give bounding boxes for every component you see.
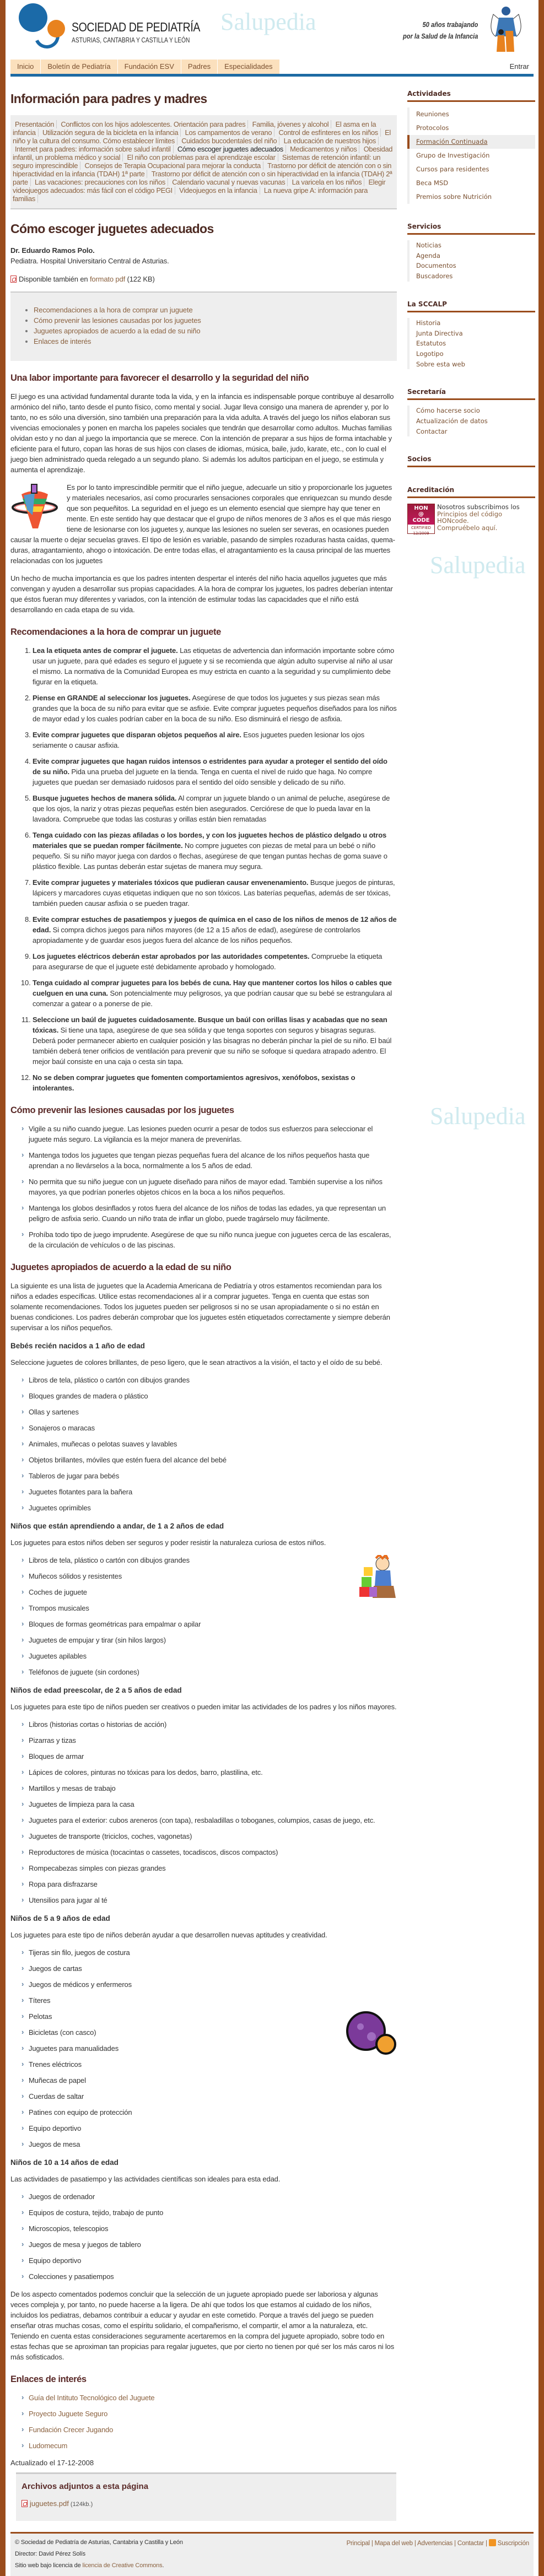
pdf-size: (122 KB) xyxy=(125,275,155,283)
nav-item[interactable]: Especialidades xyxy=(218,60,279,74)
footer-link[interactable]: Mapa del web xyxy=(374,2540,413,2547)
intro-paragraph: Un hecho de mucha importancia es que los padres intenten despertar el interés del niño hacia aquellos juguetes que más convengan y ayuden a desarrollar sus propias capacidades. A la hora de comprar los juguetes, los padres deberían intentar que éstos fueran muy diferentes y variados, con la intención de estimular todas las capacidades que el niño está desarrollando en cada etapa de su vida. xyxy=(10,574,393,614)
recommendation-item xyxy=(33,914,397,946)
recommendation-text: No compre juguetes con piezas de metal para un bebé o niño pequeño. Si su niño mayor juega con dardos o flechas, asegúrese de que tengan puntas hechas de goma suave o plástico flexible. Las puntas deberán estar sujetas de manera muy segura. xyxy=(33,841,387,871)
conclusion-paragraph: De los aspecto comentados podemos concluir que la selección de un juguete apropiado puede ser laboriosa y algunas veces compleja y, por tanto, no puede hacerse a la ligera. De ahí que todos los que estamos al cuidado de los niños, incluidos los pediatras, debamos contribuir a educar y ayudar en este cometido. Porque a través del juego se pueden enseñar otras muchas cosas, como el espíritu solidario, el compañerismo, el compartir, el amor a la naturaleza, etc. Teniendo en cuenta estas consideraciones seguramente acertaremos en la compra del juguete apropiado, sobre todo en estas fechas que se aproximan tan propicias para regalar juguetes, que por cierto no tienen por qué ser los más caros ni los más sofisticados. xyxy=(10,2290,395,2361)
recommendation-item xyxy=(33,830,397,872)
toc-item xyxy=(34,305,397,315)
topic-link[interactable]: La educación de nuestros hijos xyxy=(282,137,379,145)
sidebar-menu xyxy=(407,240,535,282)
toy-item: › Equipos de costura, tejido, trabajo de punto xyxy=(29,2207,397,2218)
toy-item: › Juguetes para el exterior: cubos areneros (con tapa), resbaladillas o toboganes, columpios, casas de juego, etc. xyxy=(29,1815,397,1826)
sidebar-link[interactable]: Cursos para residentes xyxy=(416,165,489,173)
age-group-title: Niños de 10 a 14 años de edad xyxy=(10,2158,119,2167)
subscribe-link[interactable]: Suscripción xyxy=(497,2540,529,2547)
badge-text: @ xyxy=(418,511,424,518)
topic-link[interactable]: Utilización segura de la bicicleta en la infancia xyxy=(40,128,181,137)
recommendation-title: Evite comprar juguetes que disparan objetos pequeños al aire. xyxy=(33,731,241,739)
external-link[interactable]: Ludomecum xyxy=(29,2442,68,2450)
sidebar-link[interactable]: Cómo hacerse socio xyxy=(416,407,480,415)
site-header xyxy=(6,0,538,58)
prevention-item: › Mantenga todos los juguetes que tengan piezas pequeñas fuera del alcance de los niños pequeños hasta que aprendan a no llevárselos a la boca, normalmente a los 5 años de edad. xyxy=(29,1150,397,1171)
sidebar-link[interactable]: Premios sobre Nutrición xyxy=(416,193,492,201)
recommendation-item xyxy=(33,1014,397,1067)
topic-link[interactable]: Trastorno por déficit de atención con o sin hiperactividad en la infancia (TDAH) 1ª parte xyxy=(13,161,392,178)
recommendation-title: Evite comprar juguetes y materiales tóxicos que pudieran causar envenenamiento. xyxy=(33,878,309,887)
topic-link[interactable]: Trastorno por déficit de atención con o sin hiperactividad en la infancia (TDAH) 2ª parte xyxy=(13,170,392,186)
prevention-heading: Cómo prevenir las lesiones causadas por los juguetes xyxy=(10,1105,234,1115)
toc-item xyxy=(34,326,397,336)
toy-item: › Equipo deportivo xyxy=(29,2123,397,2134)
topics-menu xyxy=(10,115,397,209)
pdf-prefix: Disponible también en xyxy=(19,275,90,283)
prevention-item: › Vigile a su niño cuando juegue. Las lesiones pueden ocurrir a pesar de todos sus esfuerzos para seleccionar el juguete más seguro. La vigilancia es la mejor manera de prevenirlas. xyxy=(29,1124,397,1144)
watermark: Salupedia xyxy=(220,8,316,35)
recommendation-text: Las etiquetas de advertencia dan información importante sobre cómo usar un juguete, para qué edades es seguro el juguete y si se recomienda que algún adulto supervise al niño al usar el mismo. La normativa de la Comunidad Europea es muy estricta en cuanto a la seguridad y su cumplimiento debe figurar en la etiqueta. xyxy=(33,646,395,686)
toy-list xyxy=(10,1555,397,1677)
intro-paragraph: El juego es una actividad fundamental durante toda la vida, y en la infancia es indispensable porque contribuye al desarrollo armónico del niño, tanto desde el punto físico, como mental y social. Jugar lleva consigo una manera de aprender y, por lo tanto, no es sólo una diversión, sino también una preparación para la vida adulta. A través del juego los niños elaboran sus vivencias emocionales y ponen en marcha los papeles sociales que tendrán que desarrollar como adultos. Muchas familias olvidan esto y no dan al juego la importancia que se merece. Con la intención de preparar a sus hijos de forma intachable y eficiente para el futuro, copan las horas de sus hijos con clases de idiomas, música, baile, judo, karate, etc., con lo cual el juego bien administrado queda relegado a un segundo plano. Si además los adultos participan en el juego, se estimula y aumenta el aprendizaje. xyxy=(10,392,394,474)
site-logo[interactable] xyxy=(13,3,201,47)
topic-link[interactable]: Obesidad infantil, un problema médico y social xyxy=(13,145,393,161)
recommendation-item xyxy=(33,793,397,824)
sidebar-sections xyxy=(407,77,535,467)
nav-item[interactable]: Padres xyxy=(181,60,217,74)
updated-date: Actualizado el 17-12-2008 xyxy=(10,2459,94,2467)
toy-item: › Trenes eléctricos xyxy=(29,2059,397,2070)
watermark: Salupedia xyxy=(430,552,526,579)
footer-top-row xyxy=(15,2539,529,2551)
topic-link[interactable]: La nueva gripe A: información para familias xyxy=(13,186,368,203)
topic-link[interactable]: Internet para padres: información sobre salud infantil xyxy=(13,145,174,153)
toy-item: › Juegos de mesa y juegos de tablero xyxy=(29,2239,397,2250)
intro-paragraph: Es por lo tanto imprescindible permitir que el niño juegue, adecuarle un sitio y proporcionarle los juguetes y materiales necesarios, así como procurarles sensaciones corporales que enriquezcan su mundo desde que son pequeñitos. La seguridad en el juego es un elemento esencial que siempre hay que tener en mente. En este sentido hay que destacar que el grupo de niños menores de 3 años es el que más riesgo tiene de lesionarse con los juguetes y, aunque las lesiones no suelen ser severas, en ocasiones pueden causar la muerte o dejar secuelas graves. El tipo de lesión es variable, pasando de simples rozaduras hasta caídas, quema-duras, atragantamiento, ahogo o intoxicación. De entre todas ellas, el atragantamiento es la causa principal de las muertes relacionadas con los juguetes xyxy=(10,483,395,565)
recommendation-text: Busque juegos de pinturas, lápicers y marcadores cuyas etiquetas indiquen que no son tóxicos. Las baterías pequeñas, además de ser tóxicas, también pueden causar asfixia o se pueden tragar. xyxy=(33,878,395,908)
toy-item: › Bloques de formas geométricas para empalmar o apilar xyxy=(29,1619,397,1629)
main-nav xyxy=(10,60,280,74)
recommendation-text: Pida una prueba del juguete en la tienda. Tenga en cuenta el nivel de ruido que haga. No compre juguetes que puedan ser demasiado ruidosos para el sentido del oído sensible y delicado de su niño. xyxy=(33,768,373,786)
toy-item: › Animales, muñecas o pelotas suaves y lavables xyxy=(29,1439,397,1449)
sidebar-link[interactable]: Agenda xyxy=(416,251,440,260)
topic-link[interactable]: Medicamentos y niños xyxy=(288,145,359,153)
recommendation-text: Asegúrese de que todos los juguetes y sus piezas sean más grandes que la boca de su niño para evitar que se asfixie. Evite comprar juguetes pequeños diseñados para los niños de mayor edad y los cuales podrían caber en la boca de su niño. Eso disminuirá el riesgo de asfixia. xyxy=(33,694,397,723)
toy-item: › Ropa para disfrazarse xyxy=(29,1879,397,1889)
age-group xyxy=(10,2158,397,2282)
footer-link[interactable]: Contactar xyxy=(457,2540,484,2547)
author-name: Dr. Eduardo Ramos Polo. xyxy=(10,246,95,255)
toy-item: › Juguetes para manualidades xyxy=(29,2043,397,2054)
toy-item: › Libros de tela, plástico o cartón con dibujos grandes xyxy=(29,1555,397,1565)
toy-item: › Juguetes flotantes para la bañera xyxy=(29,1487,397,1497)
login-link[interactable]: Entrar xyxy=(509,62,529,71)
age-intro: La siguiente es una lista de juguetes que la Academia Americana de Pediatría y otros estamentos recomiendan para los niños a edades específicas. Utilice estas recomendaciones al ir a comprar juguetes. Tenga en cuenta que estas son solamente recomendaciones. Todos los juguetes pueden ser peligrosos si no se usan apropiadamente o si no están en buenas condiciones. Los padres deberán comprobar que los juguetes estén etiquetados correctamente y siempre deberán supervisar a los niños pequeños. xyxy=(10,1282,390,1332)
toy-item: › Juegos de cartas xyxy=(29,1963,397,1974)
honcode-text: Nosotros subscribimos los xyxy=(437,503,520,511)
toy-item: › Libros de tela, plástico o cartón con dibujos grandes xyxy=(29,1375,397,1385)
sidebar-link[interactable]: Reuniones xyxy=(416,110,449,118)
recommendation-title: Los juguetes eléctricos deberán estar aprobados por las autoridades competentes. xyxy=(33,952,310,960)
toy-item: › Objetos brillantes, móviles que estén fuera del alcance del bebé xyxy=(29,1455,397,1465)
nav-item[interactable]: Inicio xyxy=(10,60,40,74)
main-content xyxy=(6,77,397,2532)
link-item xyxy=(29,2440,397,2451)
age-group xyxy=(10,1522,397,1677)
sidebar-heading: Servicios xyxy=(407,217,535,235)
recommendations-heading: Recomendaciones a la hora de comprar un juguete xyxy=(10,627,221,637)
sidebar-item[interactable] xyxy=(407,190,535,204)
recommendation-title: No se deben comprar juguetes que fomenten comportamientos agresivos, xenófobos, sexistas o intolerantes. xyxy=(33,1073,356,1092)
honcode-badge-icon[interactable] xyxy=(407,504,435,534)
toy-item: › Muñecas de papel xyxy=(29,2075,397,2086)
badge-text: 12/2009 xyxy=(413,531,429,536)
prevention-item: › No permita que su niño juegue con un juguete diseñado para niños de mayor edad. También supervise a los niños mayores, ya que podrían ponerles objetos chicos en la boca a los niños pequeños. xyxy=(29,1176,397,1197)
recommendation-text: Al comprar un juguete blando o un animal de peluche, asegúrese de que los ojos, la nariz y otras piezas pequeñas estén bien asegurados. Cerciórese de que lo pueda lavar en la lavadora. Compruebe que todas las costuras y orillas están bien rematadas xyxy=(33,794,390,823)
toy-list xyxy=(10,1375,397,1513)
pdf-download xyxy=(10,274,397,284)
age-group-intro: Los juguetes para este tipo de niños deberán ayudar a que desarrollen nuevas aptitudes y creatividad. xyxy=(10,1931,327,1939)
toy-item: › Juguetes apilables xyxy=(29,1651,397,1661)
pdf-icon xyxy=(21,2500,28,2507)
age-group xyxy=(10,1914,397,2150)
toy-item: › Juguetes de limpieza para la casa xyxy=(29,1799,397,1810)
topic-link[interactable]: Consejos de Terapia Ocupacional para mejorar la conducta xyxy=(82,161,263,170)
prevention-list xyxy=(10,1124,397,1250)
toy-item: › Tijeras sin filo, juegos de costura xyxy=(29,1947,397,1958)
attachments-box xyxy=(16,2472,396,2521)
toy-item: › Patines con equipo de protección xyxy=(29,2107,397,2118)
toy-item: › Bicicletas (con casco) xyxy=(29,2027,397,2038)
age-group-intro: Seleccione juguetes de colores brillantes, de peso ligero, que le sean atractivos a la visión, el tacto y el oído de su bebé. xyxy=(10,1358,383,1367)
author-affiliation: Pediatra. Hospital Universitario Central de Asturias. xyxy=(10,257,169,265)
toy-item: › Bloques de armar xyxy=(29,1751,397,1762)
nav-bar xyxy=(10,60,534,77)
toy-list xyxy=(10,2191,397,2282)
age-group-intro: Las actividades de pasatiempo y las actividades científicas son ideales para esta edad. xyxy=(10,2175,281,2183)
sidebar-item[interactable] xyxy=(407,406,535,416)
attachment-link[interactable]: juguetes.pdf xyxy=(30,2499,69,2508)
sidebar-section xyxy=(407,450,535,467)
age-group xyxy=(10,1342,397,1513)
sidebar-link[interactable]: Sobre esta web xyxy=(416,360,465,368)
license xyxy=(15,2562,529,2569)
recommendation-item xyxy=(33,756,397,787)
recommendation-item xyxy=(33,730,397,750)
sidebar-item[interactable] xyxy=(407,271,535,282)
toc-item xyxy=(34,336,397,347)
recommendation-title: Busque juguetes hechos de manera sólida. xyxy=(33,794,177,802)
toy-item: › Muñecos sólidos y resistentes xyxy=(29,1571,397,1581)
prevention-item: › Prohíba todo tipo de juego imprudente. Asegúrese de que su niño nunca juegue con juguetes cerca de las escaleras, de la circulación de vehículos o de las piscinas. xyxy=(29,1229,397,1250)
recommendation-text: Esos juguetes pueden lesionar los ojos seriamente o causar asfixia. xyxy=(33,731,365,749)
sidebar-link[interactable]: Formación Continuada xyxy=(416,138,488,145)
logo-orange-circle xyxy=(47,20,65,37)
spinning-top-illustration xyxy=(10,482,60,531)
sidebar-menu xyxy=(407,107,535,204)
footer-link[interactable]: Advertencias xyxy=(417,2540,453,2547)
recommendation-text: Compruebe la etiqueta para asegurarse de que el juguete esté debidamente aprobado y homologado. xyxy=(33,952,383,971)
badge-text: CODE xyxy=(412,517,430,524)
sidebar-item[interactable] xyxy=(407,149,535,163)
honcode-principles-link[interactable]: Principios del código HONcode. xyxy=(437,510,503,525)
toy-item: › Libros (historias cortas o historias de acción) xyxy=(29,1719,397,1730)
sidebar-link[interactable]: Grupo de Investigación xyxy=(416,152,490,159)
sidebar-link[interactable]: Protocolos xyxy=(416,124,449,132)
sidebar xyxy=(407,77,535,2532)
sidebar-item[interactable] xyxy=(407,107,535,121)
sidebar-section xyxy=(407,217,535,282)
recommendation-title: Evite comprar juguetes que hagan ruidos intensos o estridentes para ayudar a proteger el sentido del oído de su niño. xyxy=(33,757,387,776)
attachments-title: Archivos adjuntos a esta página xyxy=(21,2482,149,2491)
toy-item: › Martillos y mesas de trabajo xyxy=(29,1783,397,1794)
sidebar-heading: Acreditación xyxy=(407,480,535,498)
sidebar-item[interactable] xyxy=(407,135,535,149)
toy-item: › Coches de juguete xyxy=(29,1587,397,1597)
toy-item: › Lápices de colores, pinturas no tóxicas para los dedos, barro, plastilina, etc. xyxy=(29,1767,397,1778)
toy-item: › Microscopios, telescopios xyxy=(29,2223,397,2234)
links-heading: Enlaces de interés xyxy=(10,2374,87,2384)
topic-link[interactable]: Cuidados bucodentales del niño xyxy=(179,137,279,145)
recommendation-item xyxy=(33,951,397,972)
attachment-size: (124kb.) xyxy=(68,2501,93,2508)
recommendation-title: Seleccione un baúl de juguetes cuidadosamente. Busque un baúl con orillas lisas y acabadas que no sean tóxicas. xyxy=(33,1016,387,1034)
recommendation-text: Son potencialmente muy peligrosos, ya que podrían causar que su bebé se estrangulara al comenzar a gatear o a ponerse de pie. xyxy=(33,989,392,1008)
sidebar-item[interactable] xyxy=(407,163,535,176)
director: Director: David Pérez Solís xyxy=(15,2551,85,2557)
nav-item[interactable]: Fundación ESV xyxy=(118,60,181,74)
recommendation-text: Si tiene una tapa, asegúrese de que sea sólida y que tenga soportes con seguros y bisagras seguras. Deberá poder permanecer abierto en cualquier posición y las bisagras no deberán pinchar la piel de su niño. El baúl también deberá tener orificios de ventilación para prevenir que su niño se sofoque si quedara atrapado adentro. El mejor baúl consiste en una caja o cesta sin tapa. xyxy=(33,1026,392,1066)
toy-item: › Juegos de mesa xyxy=(29,2139,397,2150)
toy-item: › Rompecabezas simples con piezas grandes xyxy=(29,1863,397,1873)
nav-item[interactable]: Boletín de Pediatría xyxy=(41,60,117,74)
article-title: Cómo escoger juguetes adecuados xyxy=(10,222,214,236)
sidebar-item[interactable] xyxy=(407,261,535,271)
age-heading: Juguetes apropiados de acuerdo a la edad de su niño xyxy=(10,1262,231,1272)
toy-item: › Bloques grandes de madera o plástico xyxy=(29,1391,397,1401)
sidebar-link[interactable]: Actualización de datos xyxy=(416,417,488,425)
sidebar-link[interactable]: Noticias xyxy=(416,241,441,249)
age-group-title: Niños de edad preescolar, de 2 a 5 años de edad xyxy=(10,1686,182,1694)
topic-link[interactable]: Calendario vacunal y nuevas vacunas xyxy=(170,178,288,186)
sidebar-item[interactable] xyxy=(407,328,535,339)
recommendation-title: Evite comprar estuches de pasatiempos y juegos de química en el caso de los niños de menos de 12 años de edad. xyxy=(33,915,397,934)
recommendation-title: Tenga cuidado con las piezas afiladas o los bordes, y con los juguetes hechos de plástico delgado u otros materiales que se puedan romper fácilmente. xyxy=(33,831,387,850)
site-footer xyxy=(10,2532,534,2576)
footer-link[interactable]: Principal xyxy=(346,2540,370,2547)
topic-link[interactable]: El asma en la infancia xyxy=(13,120,376,137)
tagline-line: 50 años trabajando xyxy=(422,20,478,29)
link-item xyxy=(29,2393,397,2403)
logo-title: SOCIEDAD DE PEDIATRÍA xyxy=(72,20,200,34)
sidebar-item[interactable] xyxy=(407,318,535,328)
topic-link[interactable]: Familia, jóvenes y alcohol xyxy=(250,120,332,128)
toy-item: › Títeres xyxy=(29,1995,397,2006)
age-group-title: Bebés recién nacidos a 1 año de edad xyxy=(10,1342,145,1350)
sidebar-link[interactable]: Logotipo xyxy=(416,349,444,358)
sidebar-item[interactable] xyxy=(407,426,535,437)
rss-icon[interactable] xyxy=(489,2539,496,2546)
toy-item: › Colecciones y pasatiempos xyxy=(29,2271,397,2282)
sidebar-section xyxy=(407,295,535,370)
table-of-contents xyxy=(10,291,397,361)
sidebar-item[interactable] xyxy=(407,359,535,370)
toy-list xyxy=(10,1947,397,2150)
sidebar-link[interactable]: Contactar xyxy=(416,427,448,435)
age-group-title: Niños que están aprendiendo a andar, de 1 a 2 años de edad xyxy=(10,1522,224,1530)
link-item xyxy=(29,2424,397,2435)
toc-link[interactable]: Cómo prevenir las lesiones causadas por los juguetes xyxy=(34,316,201,325)
age-group-intro: Los juguetes para estos niños deben ser seguros y poder resistir la naturaleza curiosa de estos niños. xyxy=(10,1538,326,1547)
topic-link[interactable]: Conflictos con los hijos adolescentes. Orientación para padres xyxy=(58,120,248,128)
prevention-item: › Mantenga los globos desinflados y rotos fuera del alcance de los niños de todas las edades, ya que representan un peligro de asfixia serio. Cuando un niño trata de inflar un globo, puede tragárselo muy fácilmente. xyxy=(29,1203,397,1224)
sidebar-item[interactable] xyxy=(407,176,535,190)
section-title: Información para padres y madres xyxy=(10,91,207,106)
topic-link[interactable]: Las vacaciones: precauciones con los niños xyxy=(33,178,168,186)
sidebar-link[interactable]: Historia xyxy=(416,318,441,327)
sidebar-link[interactable]: Junta Directiva xyxy=(416,329,463,337)
recommendation-text: Si compra dichos juegos para niños mayores (de 12 a 15 años de edad), asegúrese de controlarlos apropiadamente y de guardar esos juegos fuera del alcance de los niños pequeños. xyxy=(33,926,360,944)
external-link[interactable]: Guía del Intituto Tecnológico del Juguete xyxy=(29,2394,155,2402)
toc-link[interactable]: Juguetes apropiados de acuerdo a la edad de su niño xyxy=(34,327,201,335)
topic-link[interactable]: Control de esfínteres en los niños xyxy=(276,128,380,137)
toy-item: › Juguetes oprimibles xyxy=(29,1503,397,1513)
pdf-link[interactable]: formato pdf xyxy=(89,275,126,283)
sidebar-heading: Socios xyxy=(407,450,535,467)
footer-link-list: Principal | Mapa del web | Advertencias | Contactar | xyxy=(346,2540,489,2547)
watermark: Salupedia xyxy=(430,1103,526,1130)
intro-heading: Una labor importante para favorecer el desarrollo y la seguridad del niño xyxy=(10,373,309,383)
sidebar-section xyxy=(407,382,535,436)
sidebar-item[interactable] xyxy=(407,251,535,261)
sidebar-link[interactable]: Estatutos xyxy=(416,339,446,348)
toc-item xyxy=(34,315,397,326)
badge-text: HON xyxy=(414,505,428,512)
sidebar-heading: La SCCALP xyxy=(407,295,535,312)
age-group-title: Niños de 5 a 9 años de edad xyxy=(10,1914,110,1922)
sidebar-link[interactable]: Documentos xyxy=(416,262,456,270)
sidebar-item[interactable] xyxy=(407,121,535,135)
sidebar-menu xyxy=(407,406,535,436)
links-list xyxy=(10,2393,397,2451)
sidebar-item[interactable] xyxy=(407,349,535,359)
recommendation-title: Piense en GRANDE al seleccionar los juguetes. xyxy=(33,694,191,702)
toy-item: › Pelotas xyxy=(29,2011,397,2022)
sidebar-link[interactable]: Beca MSD xyxy=(416,179,449,187)
toy-item: › Utensilios para jugar al té xyxy=(29,1895,397,1905)
sidebar-heading: Actividades xyxy=(407,77,535,102)
topic-link[interactable]: Videojuegos en la infancia xyxy=(177,186,260,195)
toc-link[interactable]: Enlaces de interés xyxy=(34,337,91,345)
recommendation-item xyxy=(33,693,397,724)
age-group xyxy=(10,1686,397,1905)
external-link[interactable]: Proyecto Juguete Seguro xyxy=(29,2410,108,2418)
tagline-line: por la Salud de la Infancia xyxy=(402,32,478,40)
toy-list xyxy=(10,1719,397,1905)
toy-item: › Sonajeros o maracas xyxy=(29,1423,397,1433)
sidebar-link[interactable]: Buscadores xyxy=(416,272,453,280)
toy-item: › Tableros de jugar para bebés xyxy=(29,1471,397,1481)
topic-link[interactable]: La varicela en los niños xyxy=(290,178,365,186)
honcode-accreditation xyxy=(407,504,535,534)
toy-item: › Equipo deportivo xyxy=(29,2255,397,2266)
sidebar-item[interactable] xyxy=(407,416,535,426)
topic-link[interactable]: El niño y la cultura del consumo. Cómo establecer límites xyxy=(13,128,391,145)
copyright: © Sociedad de Pediatría de Asturias, Cantabria y Castilla y León xyxy=(15,2539,183,2546)
age-group-intro: Los juguetes para este tipo de niños pueden ser creativos o pueden imitar las actividades de los padres y los niños mayores. xyxy=(10,1703,397,1711)
toc-link[interactable]: Recomendaciones a la hora de comprar un juguete xyxy=(34,306,193,314)
topic-link[interactable]: Sistemas de retención infantil: un seguro imprescindible xyxy=(13,153,381,170)
license-suffix: . xyxy=(162,2562,164,2569)
sidebar-item[interactable] xyxy=(407,240,535,251)
sidebar-item[interactable] xyxy=(407,338,535,349)
topic-link[interactable]: Cómo escoger juguetes adecuados xyxy=(175,145,286,153)
license-prefix: Sitio web bajo licencia de xyxy=(15,2562,83,2569)
toy-item: › Juguetes de transporte (triciclos, coches, vagonetas) xyxy=(29,1831,397,1841)
badge-text: CERTIFIED xyxy=(411,526,431,531)
toy-item: › Juegos de ordenador xyxy=(29,2191,397,2202)
honcode-verify-link[interactable]: Compruébelo aquí. xyxy=(437,523,498,532)
toy-item: › Cuerdas de saltar xyxy=(29,2091,397,2102)
recommendation-item xyxy=(33,1072,397,1093)
topic-link[interactable]: Elegir videojuegos adecuados: más fácil con el código PEGI xyxy=(13,178,386,195)
age-groups xyxy=(10,1342,397,2282)
toy-item: › Ollas y sartenes xyxy=(29,1407,397,1417)
recommendation-item xyxy=(33,645,397,687)
topic-link[interactable]: Los campamentos de verano xyxy=(183,128,275,137)
license-link[interactable]: licencia de Creative Commons xyxy=(82,2562,163,2569)
sidebar-heading: Secretaría xyxy=(407,382,535,400)
topic-link[interactable]: Presentación xyxy=(13,120,57,128)
logo-subtitle: ASTURIAS, CANTABRIA Y CASTILLA Y LEÓN xyxy=(72,36,190,44)
external-link[interactable]: Fundación Crecer Jugando xyxy=(29,2426,114,2434)
recommendation-title: Tenga cuidado al comprar juguetes para los bebés de cuna. Hay que mantener cortos los hilos o cables que cuelguen en una cuna. xyxy=(33,979,392,997)
topic-link[interactable]: El niño con problemas para el aprendizaje escolar xyxy=(125,153,278,161)
toy-item: › Juguetes de empujar y tirar (sin hilos largos) xyxy=(29,1635,397,1645)
link-item xyxy=(29,2408,397,2419)
toy-item: › Trompos musicales xyxy=(29,1603,397,1613)
sidebar-menu xyxy=(407,318,535,370)
recommendation-title: Lea la etiqueta antes de comprar el juguete. xyxy=(33,646,178,655)
recommendation-item xyxy=(33,978,397,1009)
recommendations-list xyxy=(10,645,397,1093)
anniversary-tagline xyxy=(403,19,478,42)
recommendation-item xyxy=(33,877,397,909)
toy-item: › Pizarras y tizas xyxy=(29,1735,397,1746)
toy-item: › Teléfonos de juguete (sin cordones) xyxy=(29,1667,397,1677)
angel-logo-icon xyxy=(488,3,524,53)
toy-item: › Reproductores de música (tocacintas o cassetes, tocadiscos, discos compactos) xyxy=(29,1847,397,1857)
sidebar-section xyxy=(407,77,535,204)
pdf-icon xyxy=(10,276,17,283)
toy-item: › Juegos de médicos y enfermeros xyxy=(29,1979,397,1990)
